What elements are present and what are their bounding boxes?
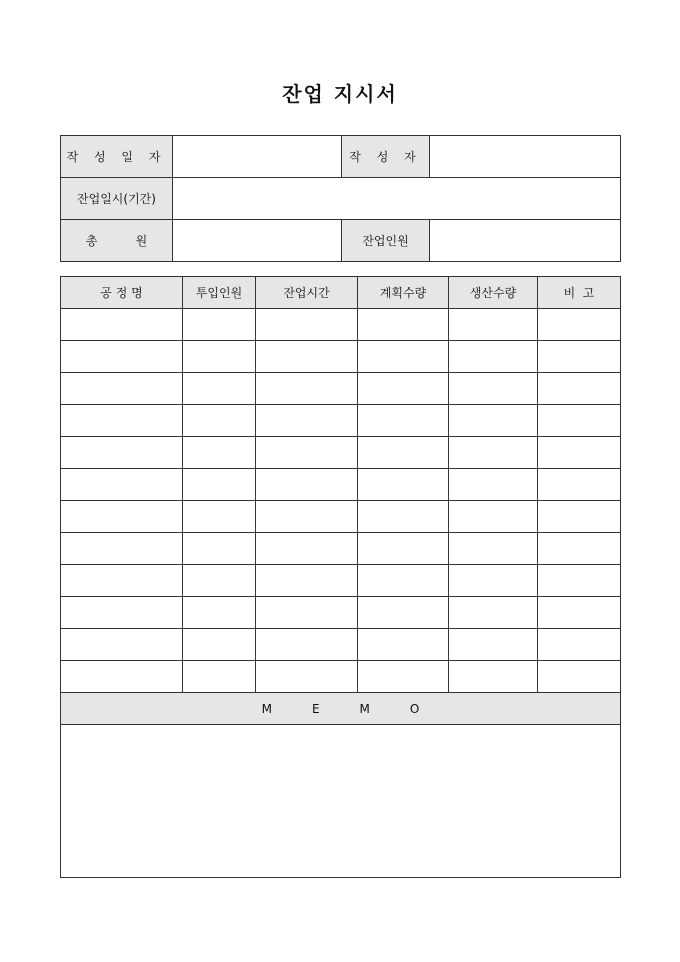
cell-overtime-hours[interactable] <box>256 501 358 533</box>
cell-input-staff[interactable] <box>183 469 256 501</box>
cell-produced-qty[interactable] <box>449 661 538 693</box>
cell-produced-qty[interactable] <box>449 597 538 629</box>
cell-planned-qty[interactable] <box>358 437 449 469</box>
cell-produced-qty[interactable] <box>449 405 538 437</box>
info-row-date-author <box>61 136 621 178</box>
cell-input-staff[interactable] <box>183 341 256 373</box>
cell-overtime-hours[interactable] <box>256 373 358 405</box>
cell-process-name[interactable] <box>61 309 183 341</box>
table-row <box>61 309 621 341</box>
header-planned-qty: 계획수량 <box>358 277 449 309</box>
cell-input-staff[interactable] <box>183 373 256 405</box>
cell-planned-qty[interactable] <box>358 373 449 405</box>
cell-planned-qty[interactable] <box>358 597 449 629</box>
memo-header-row <box>61 693 621 725</box>
cell-produced-qty[interactable] <box>449 533 538 565</box>
memo-body-row <box>61 725 621 878</box>
info-row-staff <box>61 220 621 262</box>
table-row <box>61 661 621 693</box>
memo-label: MEMO <box>61 693 621 725</box>
cell-planned-qty[interactable] <box>358 341 449 373</box>
cell-remarks[interactable] <box>538 309 621 341</box>
cell-remarks[interactable] <box>538 341 621 373</box>
cell-planned-qty[interactable] <box>358 533 449 565</box>
table-row <box>61 565 621 597</box>
cell-process-name[interactable] <box>61 469 183 501</box>
info-table <box>60 135 621 262</box>
cell-process-name[interactable] <box>61 629 183 661</box>
table-row <box>61 373 621 405</box>
header-process-name: 공 정 명 <box>61 277 183 309</box>
cell-overtime-hours[interactable] <box>256 597 358 629</box>
period-field[interactable] <box>173 178 621 220</box>
author-field[interactable] <box>430 136 621 178</box>
cell-overtime-hours[interactable] <box>256 533 358 565</box>
label-date: 작 성 일 자 <box>61 136 173 178</box>
table-row <box>61 405 621 437</box>
cell-overtime-hours[interactable] <box>256 405 358 437</box>
cell-remarks[interactable] <box>538 533 621 565</box>
cell-planned-qty[interactable] <box>358 309 449 341</box>
cell-overtime-hours[interactable] <box>256 469 358 501</box>
memo-field[interactable] <box>61 725 621 878</box>
cell-process-name[interactable] <box>61 373 183 405</box>
cell-input-staff[interactable] <box>183 501 256 533</box>
cell-overtime-hours[interactable] <box>256 437 358 469</box>
cell-process-name[interactable] <box>61 341 183 373</box>
cell-process-name[interactable] <box>61 661 183 693</box>
cell-planned-qty[interactable] <box>358 405 449 437</box>
cell-input-staff[interactable] <box>183 309 256 341</box>
header-remarks: 비 고 <box>538 277 621 309</box>
cell-remarks[interactable] <box>538 565 621 597</box>
cell-remarks[interactable] <box>538 597 621 629</box>
date-field[interactable] <box>173 136 342 178</box>
cell-input-staff[interactable] <box>183 533 256 565</box>
cell-process-name[interactable] <box>61 565 183 597</box>
cell-produced-qty[interactable] <box>449 469 538 501</box>
total-field[interactable] <box>173 220 342 262</box>
cell-input-staff[interactable] <box>183 565 256 597</box>
cell-input-staff[interactable] <box>183 437 256 469</box>
table-row <box>61 597 621 629</box>
table-row <box>61 629 621 661</box>
cell-produced-qty[interactable] <box>449 437 538 469</box>
info-row-period <box>61 178 621 220</box>
cell-remarks[interactable] <box>538 501 621 533</box>
label-period: 잔업일시(기간) <box>61 178 173 220</box>
cell-remarks[interactable] <box>538 469 621 501</box>
cell-process-name[interactable] <box>61 501 183 533</box>
cell-remarks[interactable] <box>538 373 621 405</box>
overtime-staff-field[interactable] <box>430 220 621 262</box>
label-overtime-staff: 잔업인원 <box>342 220 430 262</box>
cell-planned-qty[interactable] <box>358 565 449 597</box>
table-row <box>61 469 621 501</box>
cell-remarks[interactable] <box>538 661 621 693</box>
cell-produced-qty[interactable] <box>449 309 538 341</box>
cell-remarks[interactable] <box>538 629 621 661</box>
table-header-row <box>61 277 621 309</box>
cell-produced-qty[interactable] <box>449 565 538 597</box>
cell-input-staff[interactable] <box>183 597 256 629</box>
cell-process-name[interactable] <box>61 533 183 565</box>
label-author: 작 성 자 <box>342 136 430 178</box>
cell-remarks[interactable] <box>538 405 621 437</box>
cell-planned-qty[interactable] <box>358 629 449 661</box>
document-title: 잔업 지시서 <box>282 82 398 106</box>
cell-produced-qty[interactable] <box>449 629 538 661</box>
cell-produced-qty[interactable] <box>449 373 538 405</box>
table-row <box>61 341 621 373</box>
cell-produced-qty[interactable] <box>449 341 538 373</box>
cell-planned-qty[interactable] <box>358 501 449 533</box>
cell-process-name[interactable] <box>61 597 183 629</box>
header-produced-qty: 생산수량 <box>449 277 538 309</box>
cell-overtime-hours[interactable] <box>256 661 358 693</box>
cell-input-staff[interactable] <box>183 629 256 661</box>
cell-overtime-hours[interactable] <box>256 565 358 597</box>
table-row <box>61 533 621 565</box>
cell-input-staff[interactable] <box>183 661 256 693</box>
cell-overtime-hours[interactable] <box>256 629 358 661</box>
process-table <box>60 276 621 878</box>
cell-input-staff[interactable] <box>183 405 256 437</box>
cell-process-name[interactable] <box>61 405 183 437</box>
table-row <box>61 501 621 533</box>
header-overtime-hours: 잔업시간 <box>256 277 358 309</box>
cell-planned-qty[interactable] <box>358 469 449 501</box>
cell-overtime-hours[interactable] <box>256 309 358 341</box>
cell-overtime-hours[interactable] <box>256 341 358 373</box>
cell-produced-qty[interactable] <box>449 501 538 533</box>
cell-planned-qty[interactable] <box>358 661 449 693</box>
label-total: 총 원 <box>61 220 173 262</box>
cell-process-name[interactable] <box>61 437 183 469</box>
cell-remarks[interactable] <box>538 437 621 469</box>
header-input-staff: 투입인원 <box>183 277 256 309</box>
table-row <box>61 437 621 469</box>
